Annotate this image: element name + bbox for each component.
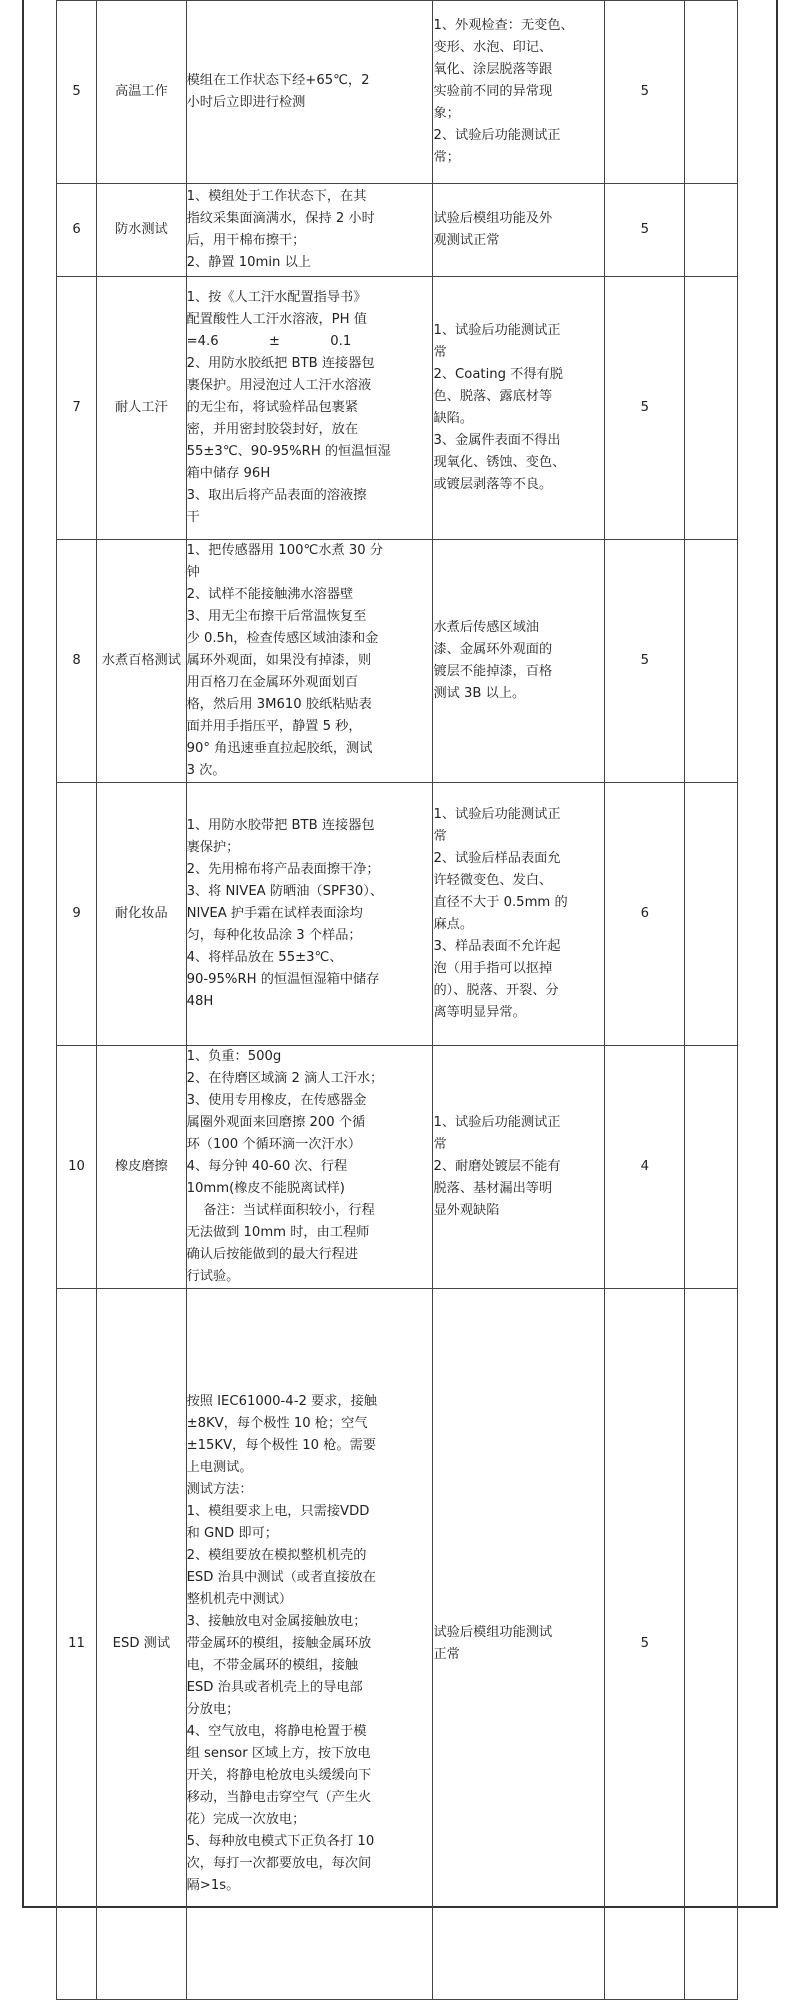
- condition-line: 2、先用棉布将产品表面擦干净；: [186, 862, 380, 877]
- criteria-line: 缺陷。: [433, 411, 474, 426]
- condition-line: 10mm(橡皮不能脱离试样): [186, 1181, 345, 1196]
- criteria-line: 常: [433, 345, 447, 360]
- criteria-line: 显外观缺陷: [433, 1203, 500, 1218]
- criteria-line: 泡（用手指可以抠掉: [433, 961, 553, 976]
- row-number: 6: [57, 184, 97, 277]
- test-item: 耐化妆品: [97, 783, 186, 1046]
- criteria-line: 2、试验后功能测试正: [433, 128, 561, 143]
- condition-line: 3、接触放电对金属接触放电；: [186, 1614, 367, 1629]
- condition-line: 按照 IEC61000-4-2 要求，接触: [186, 1394, 377, 1409]
- remark: [685, 1046, 738, 1289]
- row-number: 10: [57, 1046, 97, 1289]
- sample-quantity: 5: [605, 1, 685, 184]
- condition-line: 1、模组要求上电，只需接VDD: [186, 1504, 370, 1519]
- remark: [685, 540, 738, 783]
- criteria-line: 变形、水泡、印记、: [433, 40, 553, 55]
- criteria-line: 1、外观检查：无变色、: [433, 18, 574, 33]
- acceptance-criteria: [433, 184, 605, 277]
- condition-line: 4、将样品放在 55±3℃、: [186, 950, 343, 965]
- condition-line: 5、每种放电模式下正负各打 10: [186, 1834, 375, 1849]
- condition-line: 配置酸性人工汗水溶液，PH 值: [186, 312, 367, 327]
- condition-line: 少 0.5h，检查传感区域油漆和金: [186, 631, 379, 646]
- condition-line: 2、试样不能接触沸水溶器壁: [186, 587, 354, 602]
- condition-line: =4.6 ± 0.1: [186, 334, 352, 349]
- criteria-line: 常；: [433, 150, 460, 165]
- condition-line: 组 sensor 区域上方，按下放电: [186, 1746, 371, 1761]
- sample-quantity: 5: [605, 184, 685, 277]
- condition-line: 4、每分钟 40-60 次、行程: [186, 1159, 348, 1174]
- table-row: [57, 783, 738, 1046]
- table-row: [57, 540, 738, 783]
- condition-line: 1、按《人工汗水配置指导书》: [186, 290, 367, 305]
- condition-line: 模组在工作状态下经+65℃，2: [186, 73, 370, 88]
- criteria-line: 常: [433, 1137, 447, 1152]
- remark: [685, 1289, 738, 2000]
- criteria-line: 3、金属件表面不得出: [433, 433, 561, 448]
- table-body: [57, 1, 738, 2000]
- condition-line: 和 GND 即可；: [186, 1526, 278, 1541]
- criteria-line: 现氧化、锈蚀、变色、: [433, 455, 566, 470]
- condition-line: 隔>1s。: [186, 1878, 240, 1893]
- condition-line: 密，并用密封胶袋封好，放在: [186, 422, 359, 437]
- condition-line: 属环外观面，如果没有掉漆，则: [186, 653, 372, 668]
- criteria-line: 2、耐磨处镀层不能有: [433, 1159, 561, 1174]
- condition-line: 3、用无尘布擦干后常温恢复至: [186, 609, 367, 624]
- criteria-line: 正常: [433, 1647, 460, 1662]
- acceptance-criteria: [433, 1046, 605, 1289]
- criteria-line: 水煮后传感区域油: [433, 620, 539, 635]
- condition-line: 备注：当试样面积较小，行程: [186, 1203, 375, 1218]
- criteria-line: 1、试验后功能测试正: [433, 323, 561, 338]
- condition-line: ESD 治具中测试（或者直接放在: [186, 1570, 376, 1585]
- test-item: 高温工作: [97, 1, 186, 184]
- sample-quantity: 5: [605, 1289, 685, 2000]
- sample-quantity: 5: [605, 277, 685, 540]
- condition-line: ±15KV，每个极性 10 枪。需要: [186, 1438, 376, 1453]
- condition-line: 2、在待磨区域滴 2 滴人工汗水；: [186, 1071, 384, 1086]
- test-item: 橡皮磨擦: [97, 1046, 186, 1289]
- condition-line: 90° 角迅速垂直拉起胶纸，测试: [186, 741, 373, 756]
- sample-quantity: 5: [605, 540, 685, 783]
- condition-line: 格，然后用 3M610 胶纸粘贴表: [186, 697, 372, 712]
- condition-line: 测试方法：: [186, 1482, 253, 1497]
- criteria-line: 离等明显异常。: [433, 1005, 526, 1020]
- condition-line: 1、把传感器用 100℃水煮 30 分: [186, 543, 384, 558]
- remark: [685, 1, 738, 184]
- criteria-line: 镀层不能掉漆，百格: [433, 664, 553, 679]
- condition-line: 属圈外观面来回磨擦 200 个循: [186, 1115, 366, 1130]
- condition-line: 48H: [186, 994, 214, 1009]
- condition-line: 指纹采集面滴满水，保持 2 小时: [186, 211, 375, 226]
- table-row: [57, 1046, 738, 1289]
- condition-line: 移动，当静电击穿空气（产生火: [186, 1790, 372, 1805]
- condition-line: 用百格刀在金属环外观面划百: [186, 675, 359, 690]
- criteria-line: 3、样品表面不允许起: [433, 939, 561, 954]
- condition-line: 3、取出后将产品表面的溶液擦: [186, 488, 367, 503]
- criteria-line: 试验后模组功能及外: [433, 211, 553, 226]
- criteria-line: 氧化、涂层脱落等跟: [433, 62, 553, 77]
- condition-line: 3、将 NIVEA 防晒油（SPF30）、: [186, 884, 384, 899]
- criteria-line: 脱落、基材漏出等明: [433, 1181, 553, 1196]
- test-condition: [186, 184, 433, 277]
- table-row: [57, 184, 738, 277]
- acceptance-criteria: [433, 277, 605, 540]
- criteria-line: 1、试验后功能测试正: [433, 1115, 561, 1130]
- criteria-line: 象；: [433, 106, 460, 121]
- condition-line: 4、空气放电，将静电枪置于模: [186, 1724, 367, 1739]
- condition-line: 1、模组处于工作状态下，在其: [186, 189, 367, 204]
- condition-line: 带金属环的模组，接触金属环放: [186, 1636, 372, 1651]
- test-item: 耐人工汗: [97, 277, 186, 540]
- row-number: 5: [57, 1, 97, 184]
- acceptance-criteria: [433, 1289, 605, 2000]
- test-item: 水煮百格测试: [97, 540, 186, 783]
- condition-line: 箱中储存 96H: [186, 466, 271, 481]
- test-condition: [186, 540, 433, 783]
- condition-line: 3、使用专用橡皮，在传感器金: [186, 1093, 367, 1108]
- condition-line: 55±3℃、90-95%RH 的恒温恒湿: [186, 444, 391, 459]
- table-row: [57, 277, 738, 540]
- condition-line: 1、用防水胶带把 BTB 连接器包: [186, 818, 375, 833]
- sample-quantity: 6: [605, 783, 685, 1046]
- condition-line: 行试验。: [186, 1269, 240, 1284]
- sample-quantity: 4: [605, 1046, 685, 1289]
- condition-line: 上电测试。: [186, 1460, 253, 1475]
- remark: [685, 783, 738, 1046]
- condition-line: 1、负重：500g: [186, 1049, 282, 1064]
- condition-line: 裹保护；: [186, 840, 240, 855]
- criteria-line: 许轻微变色、发白、: [433, 873, 553, 888]
- row-number: 11: [57, 1289, 97, 2000]
- condition-line: 3 次。: [186, 763, 226, 778]
- row-number: 9: [57, 783, 97, 1046]
- criteria-line: 测试 3B 以上。: [433, 686, 526, 701]
- test-condition: [186, 783, 433, 1046]
- condition-line: 无法做到 10mm 时，由工程师: [186, 1225, 370, 1240]
- condition-line: ESD 治具或者机壳上的导电部: [186, 1680, 363, 1695]
- table-row: [57, 1, 738, 184]
- condition-line: 90-95%RH 的恒温恒湿箱中储存: [186, 972, 380, 987]
- criteria-line: 漆、金属环外观面的: [433, 642, 553, 657]
- criteria-line: 直径不大于 0.5mm 的: [433, 895, 568, 910]
- table-row: [57, 1289, 738, 2000]
- test-condition: [186, 1046, 433, 1289]
- test-item: 防水测试: [97, 184, 186, 277]
- criteria-line: 或镀层剥落等不良。: [433, 477, 553, 492]
- condition-line: 2、用防水胶纸把 BTB 连接器包: [186, 356, 375, 371]
- acceptance-criteria: [433, 540, 605, 783]
- criteria-line: 实验前不同的异常现: [433, 84, 553, 99]
- condition-line: 2、模组要放在模拟整机机壳的: [186, 1548, 367, 1563]
- test-condition: [186, 1289, 433, 2000]
- condition-line: 次，每打一次都要放电，每次间: [186, 1856, 372, 1871]
- condition-line: 2、静置 10min 以上: [186, 255, 311, 270]
- condition-line: 钟: [186, 565, 200, 580]
- acceptance-criteria: [433, 1, 605, 184]
- test-spec-table: [56, 0, 738, 2000]
- condition-line: 环（100 个循环滴一次汗水）: [186, 1137, 362, 1152]
- criteria-line: 观测试正常: [433, 233, 500, 248]
- criteria-line: 色、脱落、露底材等: [433, 389, 553, 404]
- criteria-line: 试验后模组功能测试: [433, 1625, 553, 1640]
- condition-line: 分放电；: [186, 1702, 240, 1717]
- criteria-line: 的）、脱落、开裂、分: [433, 983, 559, 998]
- criteria-line: 2、试验后样品表面允: [433, 851, 561, 866]
- criteria-line: 常: [433, 829, 447, 844]
- condition-line: 开关，将静电枪放电头缓缓向下: [186, 1768, 372, 1783]
- condition-line: 的无尘布，将试验样品包裹紧: [186, 400, 359, 415]
- criteria-line: 1、试验后功能测试正: [433, 807, 561, 822]
- remark: [685, 184, 738, 277]
- condition-line: 面并用手指压平，静置 5 秒，: [186, 719, 362, 734]
- condition-line: NIVEA 护手霜在试样表面涂均: [186, 906, 363, 921]
- remark: [685, 277, 738, 540]
- test-condition: [186, 1, 433, 184]
- condition-line: ±8KV，每个极性 10 枪；空气: [186, 1416, 368, 1431]
- condition-line: 干: [186, 510, 200, 525]
- condition-line: 花）完成一次放电；: [186, 1812, 306, 1827]
- condition-line: 确认后按能做到的最大行程进: [186, 1247, 359, 1262]
- criteria-line: 麻点。: [433, 917, 474, 932]
- row-number: 7: [57, 277, 97, 540]
- condition-line: 整机机壳中测试）: [186, 1592, 293, 1607]
- condition-line: 裹保护。用浸泡过人工汗水溶液: [186, 378, 372, 393]
- test-item: ESD 测试: [97, 1289, 186, 2000]
- condition-line: 匀，每种化妆品涂 3 个样品；: [186, 928, 362, 943]
- row-number: 8: [57, 540, 97, 783]
- acceptance-criteria: [433, 783, 605, 1046]
- condition-line: 小时后立即进行检测: [186, 95, 306, 110]
- condition-line: 电，不带金属环的模组，接触: [186, 1658, 359, 1673]
- condition-line: 后，用干棉布擦干；: [186, 233, 306, 248]
- test-condition: [186, 277, 433, 540]
- criteria-line: 2、Coating 不得有脱: [433, 367, 563, 382]
